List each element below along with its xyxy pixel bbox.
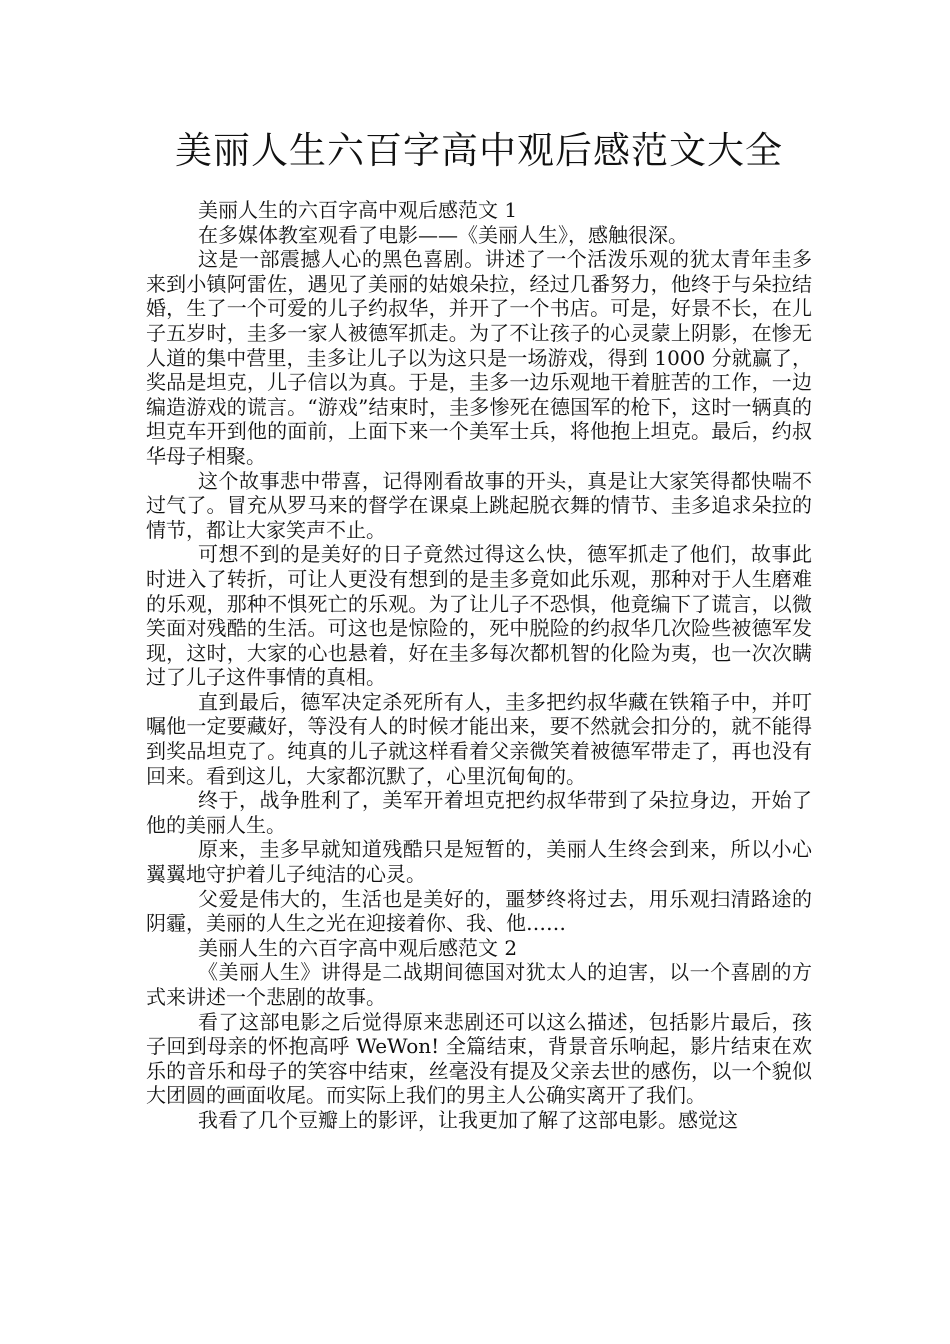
- section-heading-1: 美丽人生的六百字高中观后感范文 1: [198, 198, 518, 222]
- paragraph: 直到最后，德军决定杀死所有人，圭多把约叔华藏在铁箱子中，并叮嘱他一定要藏好，等没有人的时候才能出来，要不然就会扣分的，就不能得到奖品坦克了。纯真的儿子就这样看着父亲微笑着被德军带走了，再也没有回来。看到这儿，大家都沉默了，心里沉甸甸的。: [146, 689, 812, 788]
- paragraph: 这个故事悲中带喜，记得刚看故事的开头，真是让大家笑得都快喘不过气了。冒充从罗马来的督学在课桌上跳起脱衣舞的情节、圭多追求朵拉的情节，都让大家笑声不止。: [146, 468, 812, 542]
- paragraph: 在多媒体教室观看了电影——《美丽人生》，感触很深。: [198, 222, 688, 247]
- paragraph: 这是一部震撼人心的黑色喜剧。讲述了一个活泼乐观的犹太青年圭多来到小镇阿雷佐，遇见了美丽的姑娘朵拉，经过几番努力，他终于与朵拉结婚，生了一个可爱的儿子约叔华，并开了一个书店。可是，好景不长，在儿子五岁时，圭多一家人被德军抓走。为了不让孩子的心灵蒙上阴影，在惨无人道的集中营里，圭多让儿子以为这只是一场游戏，得到 1000 分就赢了，奖品是坦克，儿子信以为真。于是，圭多一边乐观地干着脏苦的工作，一边编造游戏的谎言。“游戏”结束时，圭多惨死在德国军的枪下，这时一辆真的坦克车开到他的面前，上面下来一个美军士兵，将他抱上坦克。最后，约叔华母子相聚。: [146, 247, 812, 468]
- paragraph: 父爱是伟大的，生活也是美好的，噩梦终将过去，用乐观扫清路途的阴霾，美丽的人生之光在迎接着你、我、他……: [146, 886, 812, 936]
- document-page: [146, 126, 812, 1133]
- document-title: 美丽人生六百字高中观后感范文大全: [175, 129, 783, 172]
- paragraph: 终于，战争胜利了，美军开着坦克把约叔华带到了朵拉身边，开始了他的美丽人生。: [146, 788, 812, 837]
- paragraph: 我看了几个豆瓣上的影评，让我更加了解了这部电影。感觉这: [198, 1107, 738, 1132]
- document-body: [146, 198, 812, 1133]
- section-heading-2: 美丽人生的六百字高中观后感范文 2: [198, 935, 518, 960]
- paragraph: 原来，圭多早就知道残酷只是短暂的，美丽人生终会到来，所以小心翼翼地守护着儿子纯洁的心灵。: [146, 837, 812, 887]
- paragraph: 《美丽人生》讲得是二战期间德国对犹太人的迫害，以一个喜剧的方式来讲述一个悲剧的故事。: [146, 960, 812, 1009]
- paragraph: 可想不到的是美好的日子竟然过得这么快，德军抓走了他们，故事此时进入了转折，可让人更没有想到的是圭多竟如此乐观，那种对于人生磨难的乐观，那种不惧死亡的乐观。为了让儿子不恐惧，他竟编下了谎言，以微笑面对残酷的生活。可这也是惊险的，死中脱险的约叔华几次险些被德军发现，这时，大家的心也悬着，好在圭多每次都机智的化险为夷，也一次次瞒过了儿子这件事情的真相。: [146, 542, 812, 690]
- paragraph: 看了这部电影之后觉得原来悲剧还可以这么描述，包括影片最后，孩子回到母亲的怀抱高呼 WeWon! 全篇结束，背景音乐响起，影片结束在欢乐的音乐和母子的笑容中结束，丝毫没有提及父亲去世的感伤，以一个貌似大团圆的画面收尾。而实际上我们的男主人公确实离开了我们。: [146, 1009, 812, 1108]
